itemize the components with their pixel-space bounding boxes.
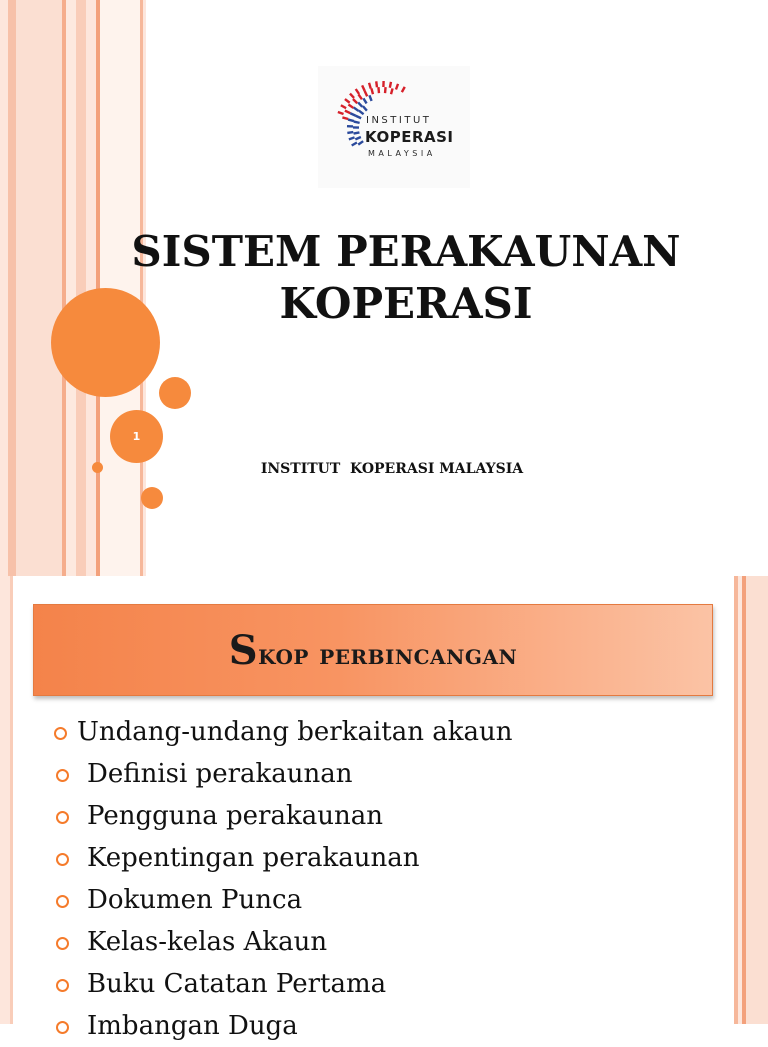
logo-arc-segment xyxy=(361,85,366,91)
decor-stripe xyxy=(76,0,86,576)
logo-arc-segment xyxy=(357,94,362,100)
logo-arc-segment xyxy=(354,120,360,124)
logo-arc-segment xyxy=(355,136,361,141)
logo-arc-segment xyxy=(384,87,387,93)
decor-stripe xyxy=(746,576,768,1024)
bullet-icon xyxy=(56,853,69,866)
logo-arc-segment xyxy=(353,106,359,111)
list-item-text: Dokumen Punca xyxy=(87,885,303,915)
logo-arc-segment xyxy=(342,116,348,120)
bullet-icon xyxy=(56,1021,69,1034)
logo-arc-segment xyxy=(347,131,353,134)
logo-arc-segment xyxy=(389,82,393,88)
decor-stripe xyxy=(0,576,10,1024)
slide-scope xyxy=(0,576,768,1041)
logo-arc-segment xyxy=(349,93,355,99)
bullet-icon xyxy=(56,811,69,824)
decor-circle-tiny xyxy=(92,462,103,473)
decor-stripe xyxy=(0,0,8,576)
list-item-text: Buku Catatan Pertama xyxy=(87,969,387,999)
logo-arc-segment xyxy=(355,88,360,94)
bullet-list xyxy=(52,711,732,1047)
logo-arc-icon xyxy=(330,76,386,176)
logo-arc-segment xyxy=(368,82,372,88)
logo-arc-segment xyxy=(352,98,358,104)
list-item xyxy=(52,1005,732,1047)
logo-arc-segment xyxy=(368,95,372,101)
logo-arc-segment xyxy=(348,118,354,122)
logo-arc-segment xyxy=(364,90,369,96)
slide-number-badge xyxy=(110,410,163,463)
title-line-1: SISTEM PERAKAUNAN xyxy=(131,227,681,276)
slide-number: 1 xyxy=(132,430,141,443)
logo-text-malaysia: MALAYSIA xyxy=(368,149,436,158)
logo-text-koperasi: KOPERASI xyxy=(365,128,454,146)
list-item-text: Definisi perakaunan xyxy=(87,759,353,789)
logo-arc-segment xyxy=(340,104,346,109)
slide-heading: Skop perbincangan xyxy=(228,626,518,674)
logo-arc-segment xyxy=(348,136,354,140)
decor-stripe xyxy=(10,576,13,1024)
logo-arc-segment xyxy=(348,103,354,108)
logo-arc-segment xyxy=(382,81,385,87)
bullet-icon xyxy=(56,769,69,782)
logo-arc-segment xyxy=(351,141,357,146)
decor-circle-small xyxy=(141,487,163,509)
logo-arc-segment xyxy=(353,126,359,129)
logo-arc-segment xyxy=(353,131,359,135)
logo-arc-segment xyxy=(358,140,364,145)
logo-arc-segment xyxy=(347,125,353,128)
bullet-icon xyxy=(56,937,69,950)
logo-arc-segment xyxy=(375,81,378,87)
logo-arc-segment xyxy=(390,88,394,94)
list-item xyxy=(52,921,732,963)
list-item xyxy=(52,795,732,837)
list-item xyxy=(52,879,732,921)
decor-circle-medium xyxy=(159,377,191,409)
logo-arc-segment xyxy=(357,102,363,108)
list-item-text: Pengguna perakaunan xyxy=(87,801,383,831)
logo-text-institut: INSTITUT xyxy=(366,115,432,126)
logo-arc-segment xyxy=(362,98,367,104)
bullet-icon xyxy=(56,895,69,908)
list-item xyxy=(52,711,732,753)
decor-stripe xyxy=(66,0,76,576)
logo-arc-segment xyxy=(362,105,368,111)
list-item xyxy=(52,963,732,1005)
logo-arc-segment xyxy=(355,115,361,120)
page-title xyxy=(100,226,712,330)
list-item xyxy=(52,753,732,795)
logo-arc-segment xyxy=(358,110,364,116)
decor-stripe xyxy=(8,0,16,576)
logo-arc-segment xyxy=(337,111,343,115)
logo-arc-segment xyxy=(344,110,350,115)
logo-arc-segment xyxy=(395,83,399,89)
bullet-icon xyxy=(54,727,67,740)
heading-banner xyxy=(33,604,713,696)
list-item xyxy=(52,837,732,879)
decor-stripe xyxy=(16,0,62,576)
bullet-icon xyxy=(56,979,69,992)
logo-arc-segment xyxy=(370,88,374,94)
subtitle: INSTITUT KOPERASI MALAYSIA xyxy=(260,461,524,477)
list-item-text: Kelas-kelas Akaun xyxy=(87,927,328,957)
list-item-text: Kepentingan perakaunan xyxy=(87,843,420,873)
logo-arc-segment xyxy=(350,112,356,117)
logo-arc-segment xyxy=(344,98,350,104)
list-item-text: Imbangan Duga xyxy=(87,1011,298,1041)
ikm-logo xyxy=(318,66,470,188)
logo-arc-segment xyxy=(377,87,380,93)
logo-arc-segment xyxy=(401,86,406,92)
title-line-2: KOPERASI xyxy=(279,279,533,328)
list-item-text: Undang-undang berkaitan akaun xyxy=(77,717,513,747)
